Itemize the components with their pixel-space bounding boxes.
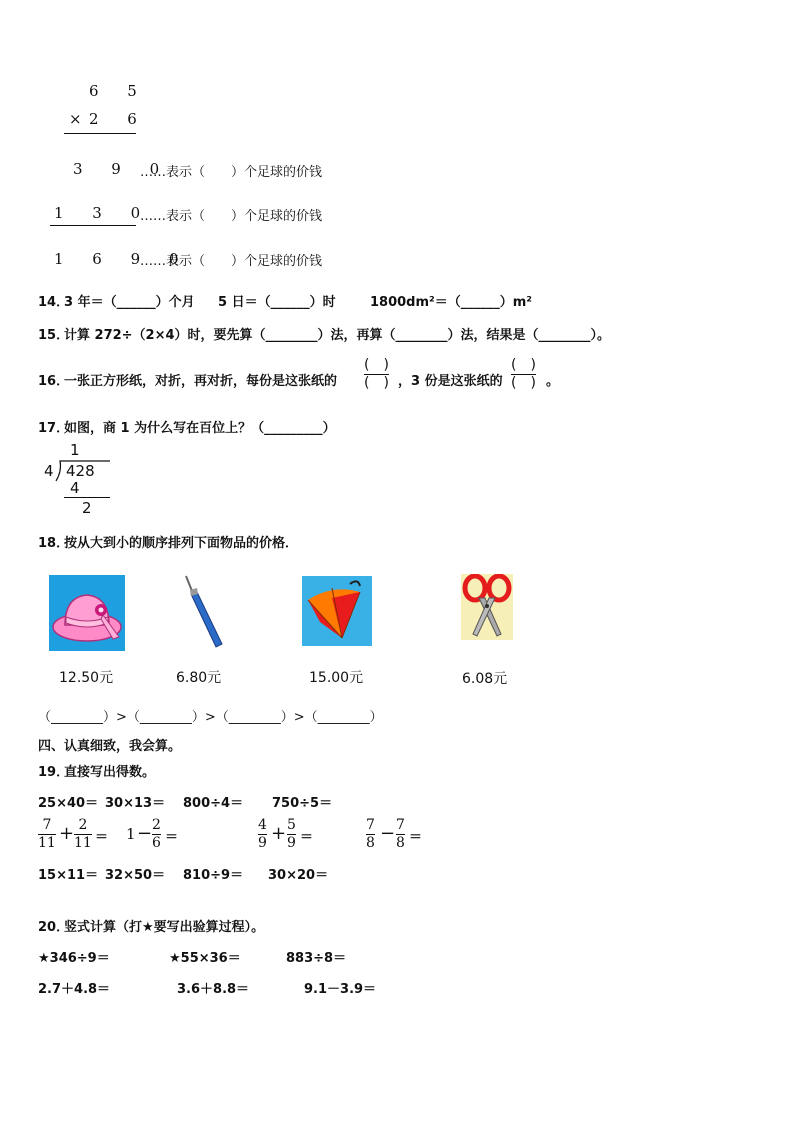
q19-fr2-op: −	[137, 823, 153, 844]
q17-divisor: 4	[44, 462, 54, 480]
q19-fr4-eq: ＝	[409, 830, 423, 845]
mult-line-1	[64, 133, 136, 134]
q19-fr3-eq: ＝	[300, 830, 314, 845]
q15-text: 计算 272÷（2×4）时，要先算（________）法，再算（________）法，结果是（________）。	[64, 328, 611, 343]
q19-fr1-op: +	[59, 823, 75, 844]
q18-order-blanks: （________）>（________）>（________）>（________）	[38, 710, 383, 725]
q17-text: 如图，商 1 为什么写在百位上？（_________）	[64, 421, 336, 436]
den: 8	[366, 835, 375, 851]
price-hat: 12.50元	[59, 670, 114, 686]
q20-r1-c: 883÷8＝	[286, 951, 347, 966]
pen-image	[178, 572, 226, 650]
q20-r2-c: 9.1－3.9＝	[304, 982, 377, 997]
q14-part-c: 1800dm²＝（______）m²	[370, 295, 532, 310]
q17-quotient: 1	[70, 441, 80, 459]
q19-fr1-b	[74, 817, 92, 852]
q19-fr2-frac	[152, 817, 161, 852]
mult-sign: ×	[69, 110, 82, 128]
q16-text-3: 。	[546, 374, 560, 389]
price-umbrella: 15.00元	[309, 670, 364, 686]
q16-fraction-2	[511, 357, 536, 392]
q19-fr4-op: −	[380, 823, 396, 844]
num: 2	[152, 817, 161, 833]
q19-r3-c: 810÷9＝	[183, 868, 244, 883]
q19-fr3-a	[258, 817, 267, 852]
q18-text: 按从大到小的顺序排列下面物品的价格．	[64, 536, 299, 551]
mult-result: 1 6 9 0	[54, 250, 191, 268]
q20-r2-b: 3.6＋8.8＝	[177, 982, 250, 997]
q17-dividend: 428	[66, 462, 95, 480]
q18-number: 18．	[38, 536, 70, 551]
q16-frac2-num: ( )	[511, 357, 536, 373]
num: 2	[78, 817, 88, 833]
q19-r3-d: 30×20＝	[268, 868, 329, 883]
q16-frac2-den: ( )	[511, 375, 536, 391]
q19-fr3-b	[287, 817, 296, 852]
q16-number: 16．	[38, 374, 70, 389]
q19-fr1-eq: ＝	[95, 830, 109, 845]
q16-text-1: 一张正方形纸，对折，再对折，每份是这张纸的	[64, 374, 338, 389]
q20-r1-a: ★346÷9＝	[38, 951, 110, 966]
q19-fr2-eq: ＝	[165, 830, 179, 845]
q19-r3-b: 32×50＝	[105, 868, 166, 883]
q19-fr4-b	[396, 817, 405, 852]
mult-note-2: ……表示（ ）个足球的价钱	[140, 209, 323, 224]
section-4-title: 四、认真细致，我会算。	[38, 739, 182, 754]
q19-fr3-op: +	[271, 823, 287, 844]
q14-part-a: 3 年＝（______）个月	[64, 295, 195, 310]
den: 9	[287, 835, 296, 851]
q14-part-b: 5 日＝（______）时	[218, 295, 336, 310]
num: 7	[366, 817, 375, 833]
den: 8	[396, 835, 405, 851]
q19-number: 19．	[38, 765, 70, 780]
price-scissors: 6.08元	[462, 671, 508, 687]
den: 11	[38, 835, 56, 851]
mult-line-2	[50, 225, 136, 226]
den: 6	[152, 835, 161, 851]
num: 7	[42, 817, 52, 833]
mult-second: 2 6	[89, 110, 149, 128]
q17-remainder: 2	[82, 499, 92, 517]
mult-top: 6 5	[89, 82, 149, 100]
umbrella-image	[302, 576, 372, 646]
q19-r3-a: 15×11＝	[38, 868, 99, 883]
num: 4	[258, 817, 267, 833]
price-pen: 6.80元	[176, 670, 222, 686]
q16-fraction-1	[364, 357, 389, 392]
q19-fr1-a	[38, 817, 56, 852]
mult-note-1: ……表示（ ）个足球的价钱	[140, 165, 323, 180]
q17-line	[64, 497, 110, 498]
q14-number: 14．	[38, 295, 70, 310]
q17-number: 17．	[38, 421, 70, 436]
q16-frac1-num: ( )	[364, 357, 389, 373]
q16-text-2: ，3 份是这张纸的	[398, 374, 503, 389]
q19-r1-b: 30×13＝	[105, 796, 166, 811]
den: 11	[74, 835, 92, 851]
q19-fr4-a	[366, 817, 375, 852]
hat-image	[49, 575, 125, 651]
q20-text: 竖式计算（打★要写出验算过程）。	[64, 920, 265, 935]
q20-number: 20．	[38, 920, 70, 935]
q19-fr2-whole: 1	[126, 825, 136, 843]
den: 9	[258, 835, 267, 851]
mult-note-3: ……表示（ ）个足球的价钱	[140, 254, 323, 269]
mult-partial-2: 1 3 0	[54, 204, 153, 222]
q16-frac1-den: ( )	[364, 375, 389, 391]
q19-r1-a: 25×40＝	[38, 796, 99, 811]
scissors-image	[461, 574, 513, 640]
q20-r1-b: ★55×36＝	[169, 951, 241, 966]
mult-partial-1: 3 9 0	[73, 160, 172, 178]
q19-text: 直接写出得数。	[64, 765, 156, 780]
q19-r1-d: 750÷5＝	[272, 796, 333, 811]
q17-subtrahend: 4	[70, 479, 80, 497]
q15-number: 15．	[38, 328, 70, 343]
q19-r1-c: 800÷4＝	[183, 796, 244, 811]
q20-r2-a: 2.7＋4.8＝	[38, 982, 111, 997]
num: 5	[287, 817, 296, 833]
num: 7	[396, 817, 405, 833]
